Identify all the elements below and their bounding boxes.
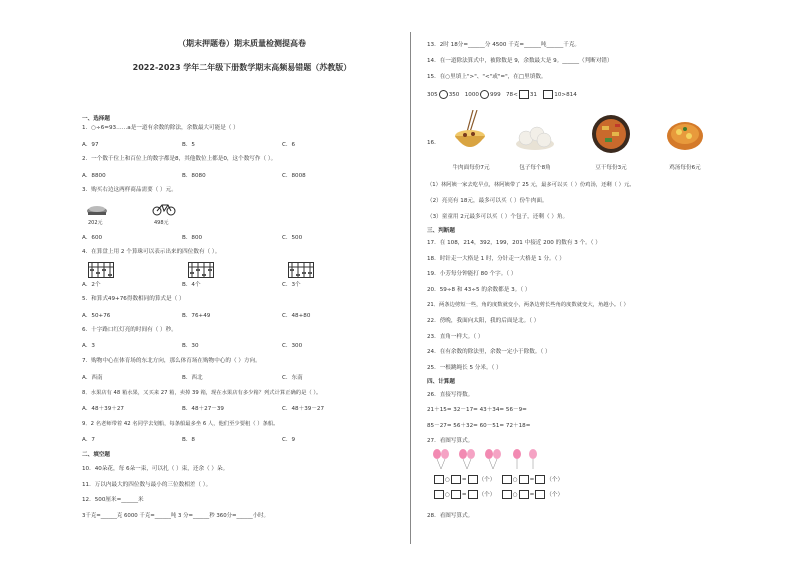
- section-choice: 一、选择题: [82, 116, 110, 122]
- question-16-2: （2）亮亮有 18元，最多可以买（ ）份牛肉面。: [427, 198, 548, 204]
- q4-option-b: B．4个: [182, 282, 201, 288]
- question-27: 27．看图写算式。: [427, 438, 474, 444]
- column-divider: [410, 32, 411, 544]
- q1-option-b: B．5: [182, 142, 195, 148]
- question-16-3: （3）童童用 2元最多可以买（ ）个包子，还剩（ ）角。: [427, 214, 569, 220]
- question-24: 24．在有余数的除法里，余数一定小于除数。（ ）: [427, 349, 551, 355]
- q15-num: 350: [448, 92, 460, 98]
- abacus-icon: [188, 262, 214, 278]
- calc-row-2: 85－27= 56＋32= 60－51= 72＋18=: [427, 423, 531, 429]
- fill-box[interactable]: [451, 475, 461, 484]
- food-label-tofu: 豆干每份3元: [595, 165, 627, 171]
- rice-cooker-icon: [86, 203, 108, 217]
- fill-box[interactable]: [434, 490, 444, 499]
- compare-circle[interactable]: [439, 90, 448, 99]
- question-16-number: 16．: [427, 140, 440, 146]
- unit-label: （个）: [478, 477, 496, 483]
- dried-tofu-icon: [591, 112, 631, 156]
- q7-option-a: A．西南: [82, 375, 103, 381]
- q2-option-b: B．8080: [182, 173, 206, 179]
- unit-label: （个）: [546, 477, 564, 483]
- q6-option-c: C．300: [282, 343, 303, 349]
- q15-comparisons: 305 350 1000 999 78< 31 10>814: [427, 92, 577, 98]
- q5-option-b: B．76+49: [182, 313, 211, 319]
- q2-option-c: C．8008: [282, 173, 306, 179]
- compare-circle[interactable]: [480, 90, 489, 99]
- q2-option-a: A．8800: [82, 173, 106, 179]
- answer-row-2: ○ = （个） ○ = （个）: [433, 490, 563, 499]
- price-label-1: 202元: [88, 220, 103, 226]
- question-11: 11．万以内最大的四位数与最小的三位数相差（ ）。: [82, 482, 212, 488]
- question-9: 9．2 名老师带着 42 名同学去划船，每条船最多坐 6 人，他们至少要租（ ）条船。: [82, 421, 279, 427]
- question-13: 13．2时 18分=______分 4500 千克=______吨______千克。: [427, 42, 581, 48]
- q8-option-b: B．48＋27－39: [182, 406, 224, 412]
- question-12: 12．500厘米=______米: [82, 497, 144, 503]
- steamed-bun-icon: [515, 118, 555, 152]
- question-17: 17．在 108，214，392，199，201 中接近 200 的数有 3 个。（ ）: [427, 240, 601, 246]
- fill-box[interactable]: [543, 90, 553, 99]
- fill-box[interactable]: [434, 475, 444, 484]
- question-14: 14．在一道除法算式中，被除数是 9，余数最大是 9。______（判断对错）: [427, 58, 613, 64]
- q15-num: 78: [506, 92, 514, 98]
- q4-option-c: C．3个: [282, 282, 301, 288]
- question-10: 10．40朵花，每 6朵一束，可以扎（ ）束，还余（ ）朵。: [82, 466, 229, 472]
- q8-option-c: C．48＋39－27: [282, 406, 325, 412]
- fill-box[interactable]: [519, 475, 529, 484]
- q9-option-a: A．7: [82, 437, 95, 443]
- question-8: 8．水果店有 48 箱水果，又买来 27 箱，卖掉 39 箱，现在水果店有多少箱？列式计算正确的是（ ）。: [82, 390, 322, 396]
- q15-num: 31: [529, 92, 537, 98]
- food-label-bun: 包子每个8角: [519, 165, 551, 171]
- q3-option-c: C．500: [282, 235, 303, 241]
- fill-box[interactable]: [451, 490, 461, 499]
- question-28: 28．看图写算式。: [427, 513, 474, 519]
- unit-label: （个）: [478, 492, 496, 498]
- q15-num: 10: [554, 92, 562, 98]
- q9-option-b: B．8: [182, 437, 195, 443]
- fill-box[interactable]: [519, 90, 529, 99]
- q15-num: 305: [427, 92, 438, 98]
- q5-option-c: C．48+80: [282, 313, 311, 319]
- question-19: 19．小芳每分钟能打 80 个字。（ ）: [427, 271, 517, 277]
- section-judge: 三、判断题: [427, 228, 455, 234]
- unit-label: （个）: [546, 492, 564, 498]
- q3-option-a: A．600: [82, 235, 103, 241]
- section-calc: 四、计算题: [427, 379, 455, 385]
- question-21: 21．两条边剪短一些，角的度数就变小，两条边剪长些角的度数就变大，角越小。（ ）: [427, 302, 629, 308]
- title-line-2: 2022-2023 学年二年级下册数学期末高频易错题（苏教版）: [132, 63, 352, 72]
- question-4: 4．在算盘上用 2 个算珠可以表示出来的四位数有（ ）。: [82, 249, 221, 255]
- q3-option-b: B．800: [182, 235, 203, 241]
- abacus-icon: [288, 262, 314, 278]
- question-12-units: 3千克=______克 6000 千克=______吨 3 分=______秒 360分=______小时。: [82, 513, 269, 519]
- q9-option-c: C．9: [282, 437, 296, 443]
- answer-row-1: ○ = （个） ○ = （个）: [433, 475, 563, 484]
- question-1: 1．○÷6=93……a是一道有余数的除法，余数最大可能是（ ）: [82, 125, 239, 131]
- fill-box[interactable]: [519, 490, 529, 499]
- question-23: 23．直角一样大。（ ）: [427, 334, 484, 340]
- q6-option-a: A．3: [82, 343, 95, 349]
- question-6: 6．十字路口红灯亮的时间有（ ）秒。: [82, 327, 177, 333]
- q15-num: 999: [489, 92, 501, 98]
- food-label-noodle: 牛肉面每份7元: [452, 165, 490, 171]
- question-16-1: （1）林阿姨一家去吃早点，林阿姨带了 25 元，最多可以买（ ）份鸡汤，还剩（ ）元。: [427, 182, 635, 188]
- q15-num: 814: [566, 92, 577, 98]
- chicken-soup-icon: [665, 114, 705, 154]
- question-5: 5．和算式49+76得数相同的算式是（ ）: [82, 296, 185, 302]
- question-15: 15．在○里填上">"、"<"或"="，在□里填数。: [427, 74, 547, 80]
- question-20: 20．59÷8 和 43÷5 的余数都是 3。（ ）: [427, 287, 531, 293]
- question-2: 2．一个数千位上和百位上的数字都是8，其他数位上都是0，这个数写作（ ）。: [82, 156, 277, 162]
- q7-option-b: B．西北: [182, 375, 203, 381]
- price-label-2: 498元: [154, 220, 169, 226]
- question-3: 3．购买右边这两样商品需要（ ）元。: [82, 187, 177, 193]
- fill-box[interactable]: [468, 475, 478, 484]
- section-fill: 二、填空题: [82, 452, 110, 458]
- q8-option-a: A．48＋39＋27: [82, 406, 124, 412]
- q1-option-a: A．97: [82, 142, 99, 148]
- q15-num: 1000: [464, 92, 479, 98]
- abacus-icon: [88, 262, 114, 278]
- question-22: 22．傍晚，我面向太阳，我的后面是北。（ ）: [427, 318, 540, 324]
- q6-option-b: B．30: [182, 343, 199, 349]
- calc-row-1: 21＋15= 32－17= 43＋34= 56－9=: [427, 407, 527, 413]
- q5-option-a: A．50+76: [82, 313, 111, 319]
- question-7: 7．购物中心在体育场的东北方向，那么体育场在购物中心的（ ）方向。: [82, 358, 261, 364]
- question-25: 25．一根跳绳长 5 分米。（ ）: [427, 365, 502, 371]
- fill-box[interactable]: [502, 490, 512, 499]
- question-18: 18．时针走一大格是 1 时，分针走一大格是 1 分。（ ）: [427, 256, 565, 262]
- q4-option-a: A．2个: [82, 282, 101, 288]
- q1-option-c: C．6: [282, 142, 296, 148]
- fill-box[interactable]: [535, 475, 545, 484]
- title-line-1: （期末押题卷）期末质量检测提高卷: [178, 39, 306, 48]
- fill-box[interactable]: [468, 490, 478, 499]
- balloons-icon: [429, 448, 549, 470]
- q7-option-c: C．东南: [282, 375, 303, 381]
- fill-box[interactable]: [535, 490, 545, 499]
- beef-noodle-icon: [453, 110, 487, 158]
- question-26: 26．直接写得数。: [427, 392, 474, 398]
- fill-box[interactable]: [502, 475, 512, 484]
- food-label-soup: 鸡汤每份6元: [669, 165, 701, 171]
- bicycle-icon: [152, 202, 176, 216]
